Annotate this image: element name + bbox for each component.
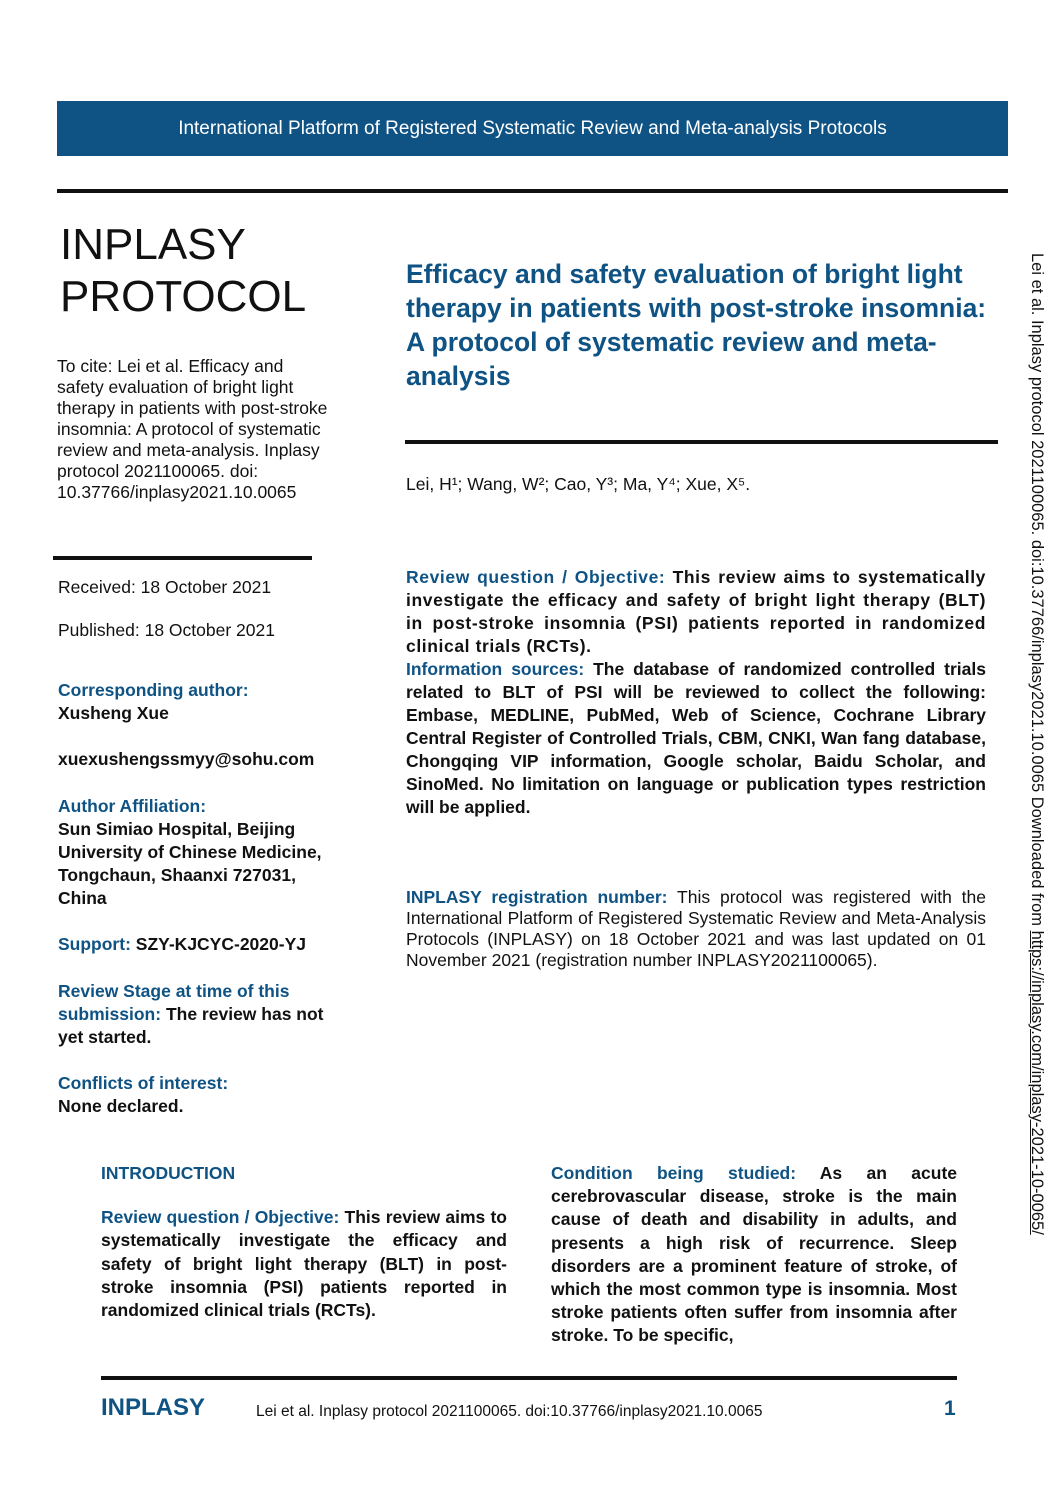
- protocol-brand: [60, 219, 306, 323]
- abstract-sources: [406, 658, 986, 819]
- conflicts-label: Conflicts of interest:: [58, 1073, 229, 1093]
- page-number: 1: [944, 1397, 956, 1420]
- header-banner: [57, 101, 1008, 156]
- footer-brand: INPLASY: [101, 1394, 206, 1421]
- intro-question: [101, 1206, 507, 1322]
- top-divider: [57, 189, 1008, 193]
- side-download-link[interactable]: https://inplasy.com/inplasy-2021-10-0065/: [1028, 930, 1046, 1235]
- side-note-text: Lei et al. Inplasy protocol 2021100065. doi:10.37766/inplasy2021.10.0065 Downloaded from: [1028, 253, 1046, 931]
- corresponding-author: [58, 679, 348, 771]
- brand-line-1: INPLASY: [60, 220, 246, 269]
- conflicts-text: None declared.: [58, 1096, 184, 1116]
- author-affiliation: [58, 795, 348, 910]
- condition-column: [551, 1162, 957, 1348]
- corresponding-name: Xusheng Xue: [58, 703, 169, 723]
- affiliation-text: Sun Simiao Hospital, Beijing University of Chinese Medicine, Tongchaun, Shaanxi 727031, China: [58, 819, 322, 908]
- author-list: Lei, H¹; Wang, W²; Cao, Y³; Ma, Y⁴; Xue, X⁵.: [406, 474, 751, 494]
- condition-text: As an acute cerebrovascular disease, stroke is the main cause of death and disability in adults, and presents a high risk of recurrence. Sleep disorders are a prominent feature of stroke, of which the most common type is insomnia. Most stroke patients often suffer from insomnia after stroke. To be specific,: [551, 1163, 958, 1346]
- footer-citation: Lei et al. Inplasy protocol 2021100065. doi:10.37766/inplasy2021.10.0065: [256, 1403, 763, 1420]
- intro-question-label: Review question / Objective:: [101, 1207, 340, 1228]
- intro-question-text: This review aims to systematically investigate the efficacy and safety of bright light therapy (BLT) in post-stroke insomnia (PSI) patients reported in randomized clinical trials (RCTs).: [101, 1207, 507, 1321]
- review-stage: [58, 980, 328, 1049]
- citation-text: To cite: Lei et al. Efficacy and safety evaluation of bright light therapy in patients with post-stroke insomnia: A protocol of systematic review and meta-analysis. Inplasy protocol 2021100065. doi: 10.37766/inplasy2021.10.0065: [57, 356, 328, 502]
- support-line: [58, 933, 358, 956]
- stage-text: The review has not yet started.: [58, 1004, 324, 1047]
- abstract-block: [406, 566, 986, 819]
- title-divider: [405, 440, 998, 444]
- left-divider: [53, 556, 312, 560]
- abstract-question-label: Review question / Objective:: [406, 567, 666, 587]
- registration-block: [406, 887, 986, 971]
- registration-text: This protocol was registered with the International Platform of Registered Systematic Review and Meta-Analysis Protocols (INPLASY) on 18 October 2021 and was last updated on 01 November 2021 (registration number INPLASY2021100065).: [406, 887, 986, 970]
- abstract-sources-text: The database of randomized controlled trials related to BLT of PSI will be reviewed to collect the following: Embase, MEDLINE, PubMed, Web of Science, Cochrane Library Central Register of Controlled Trials, CBM, CNKI, Wan fang database, Chongqing VIP information, Google scholar, Baidu Scholar, and SinoMed. No limitation on language or publication types restriction will be applied.: [406, 659, 986, 817]
- published-date: Published: 18 October 2021: [58, 620, 275, 640]
- footer-divider: [101, 1376, 957, 1380]
- banner-text: International Platform of Registered Systematic Review and Meta-analysis Protocols: [178, 117, 887, 139]
- introduction-column: [101, 1162, 507, 1322]
- received-date: Received: 18 October 2021: [58, 577, 272, 597]
- side-download-note: [1027, 253, 1046, 1235]
- condition-label: Condition being studied:: [551, 1163, 797, 1183]
- registration-label: INPLASY registration number:: [406, 887, 668, 907]
- introduction-heading: INTRODUCTION: [101, 1163, 236, 1183]
- abstract-question-text: This review aims to systematically investigate the efficacy and safety of bright light therapy (BLT) in post-stroke insomnia (PSI) patients reported in randomized clinical trials (RCTs).: [406, 567, 986, 656]
- support-text: SZY-KJCYC-2020-YJ: [135, 934, 306, 954]
- conflicts-of-interest: [58, 1072, 348, 1118]
- stage-label: Review Stage at time of this submission:: [58, 981, 290, 1024]
- support-label: Support:: [58, 934, 131, 954]
- citation-block: [57, 356, 329, 503]
- affiliation-label: Author Affiliation:: [58, 796, 207, 816]
- brand-line-2: PROTOCOL: [60, 272, 307, 321]
- corresponding-label: Corresponding author:: [58, 680, 249, 700]
- abstract-sources-label: Information sources:: [406, 659, 585, 679]
- corresponding-email[interactable]: xuexushengssmyy@sohu.com: [58, 749, 315, 769]
- paper-title: Efficacy and safety evaluation of bright light therapy in patients with post-stroke insomnia: A protocol of systematic review and meta-analysis: [406, 259, 987, 391]
- abstract-question: [406, 566, 986, 658]
